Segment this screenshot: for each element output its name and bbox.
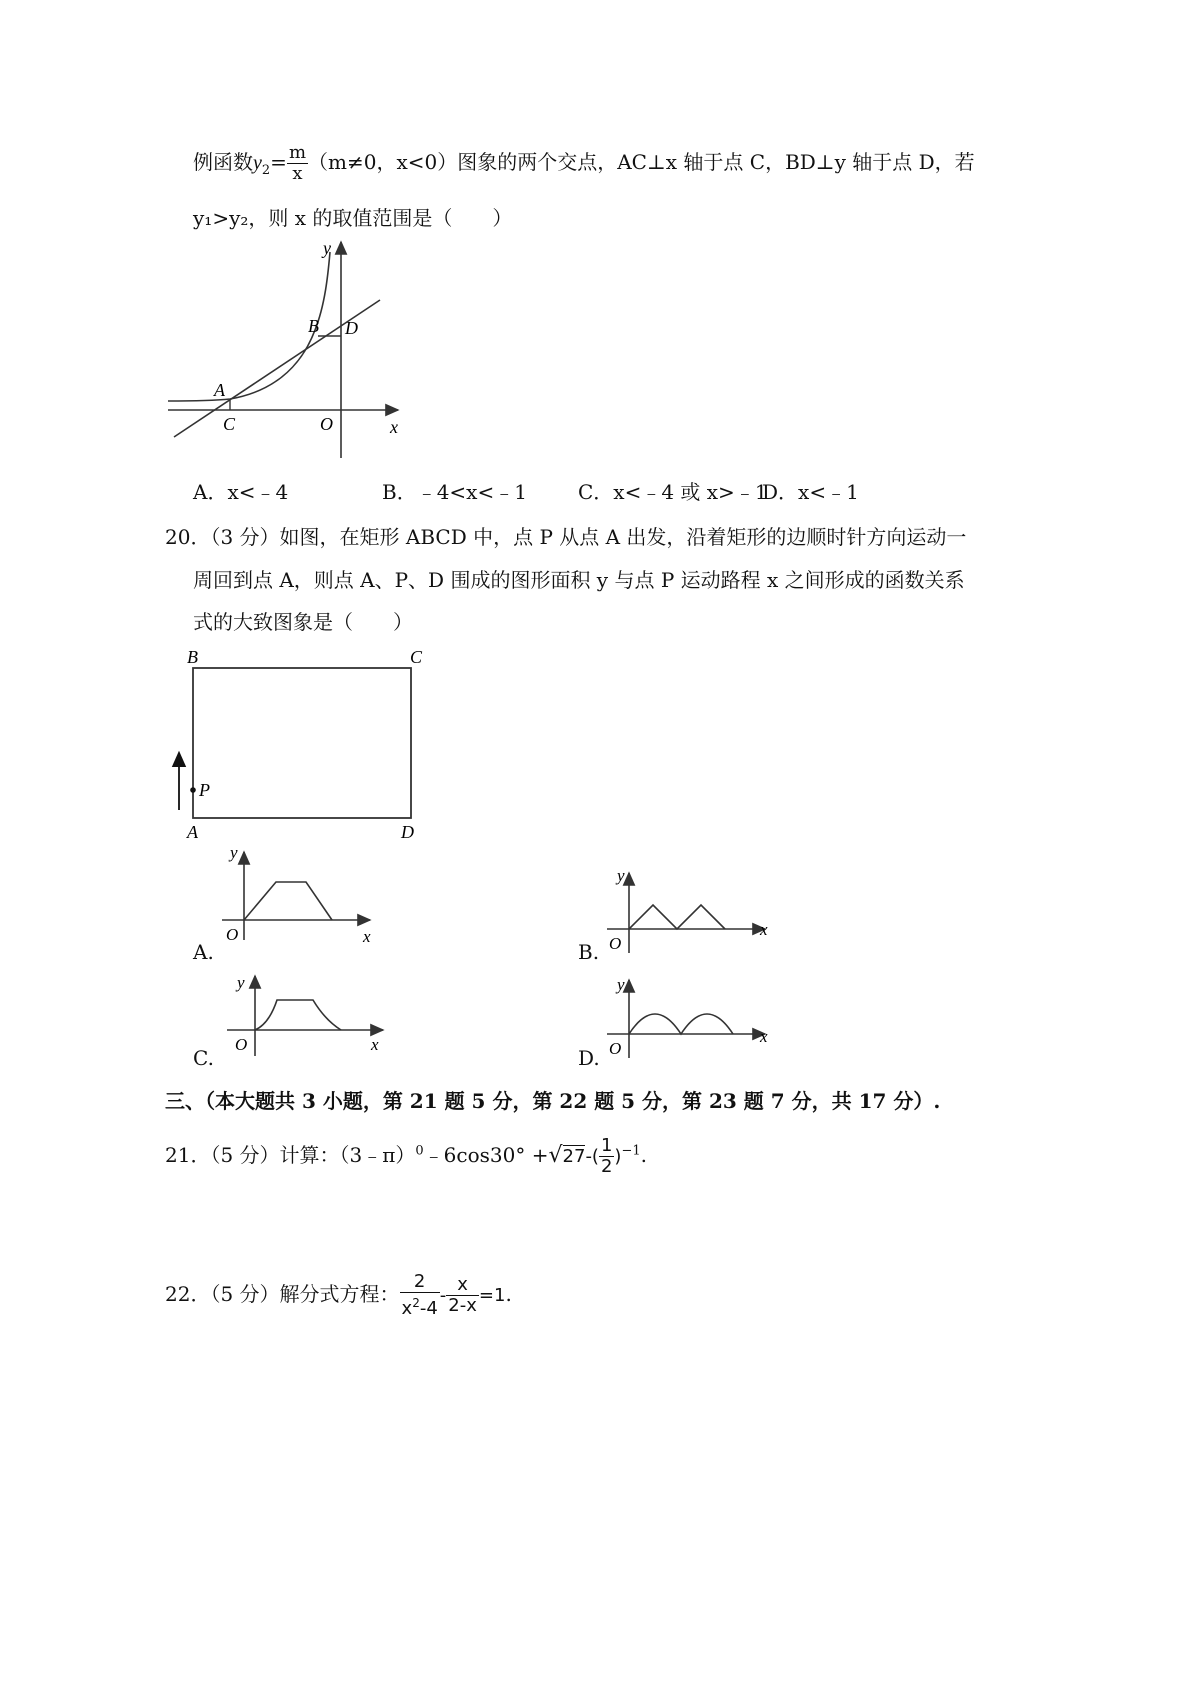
q22-f2-den: 2-x — [448, 1295, 477, 1316]
q19-option-a: A．x<﹣4 — [193, 480, 289, 504]
q20-label-b: B — [187, 647, 198, 667]
q22-f1-num: 2 — [400, 1272, 440, 1293]
q22-equation — [165, 1272, 512, 1319]
q20-rectangle — [193, 668, 411, 818]
q22-fraction-1 — [400, 1272, 440, 1319]
q19-label-c: C — [223, 414, 236, 434]
q20-point-p — [190, 787, 196, 793]
q20-a-label-o: O — [226, 925, 239, 944]
q19-line1-suffix: （m≠0，x<0）图象的两个交点，AC⊥x 轴于点 C，BD⊥y 轴于点 D，若 — [308, 150, 975, 174]
q22-f1-den — [400, 1293, 440, 1319]
q21-half-num: 1 — [600, 1135, 613, 1156]
q20-a-label-y: y — [230, 843, 238, 862]
q20-line1: 20．（3 分）如图，在矩形 ABCD 中，点 P 从点 A 出发，沿着矩形的边顺时针方向运动一 — [165, 525, 967, 549]
q21-sqrt-value: 27 — [562, 1146, 586, 1167]
q20-choice-a-label: A. — [193, 940, 214, 964]
q20-label-a: A — [187, 822, 198, 842]
q20-line3: 式的大致图象是（ ） — [193, 610, 413, 634]
q20-b-label-o: O — [609, 934, 622, 953]
q19-y2: y — [253, 152, 262, 174]
q19-line1 — [193, 143, 975, 185]
q19-label-b: B — [308, 316, 319, 336]
q20-a-label-x: x — [363, 927, 371, 946]
q21-minus-paren: -( — [585, 1146, 599, 1167]
q20-choice-b-graph — [605, 865, 785, 960]
q22-f1-den-exp: 2 — [412, 1296, 420, 1310]
q19-option-d: D．x<﹣1 — [762, 480, 859, 504]
q19-frac-den: x — [292, 163, 303, 184]
q21-cos-term: ﹣6cos30° — [423, 1143, 526, 1167]
q19-y2-sub: 2 — [261, 163, 271, 178]
q20-line2: 周回到点 A，则点 A、P、D 围成的图形面积 y 与点 P 运动路程 x 之间形成的函数关系 — [193, 568, 965, 592]
q20-choice-d-label: D. — [578, 1046, 600, 1070]
q19-fraction — [287, 143, 308, 184]
q21-expression — [165, 1136, 647, 1177]
q19-option-b: B．﹣4<x<﹣1 — [382, 480, 527, 504]
q21-plus: + — [531, 1143, 549, 1167]
q22-f2-num: x — [446, 1275, 479, 1296]
q21-exponent-neg1: −1 — [621, 1143, 641, 1159]
q19-label-y: y — [323, 238, 331, 258]
q21-half-fraction — [599, 1136, 614, 1177]
q22-f1-den-rest: -4 — [419, 1298, 438, 1319]
q21-close-paren: ) — [614, 1146, 622, 1167]
q22-f1-den-base: x — [401, 1298, 413, 1319]
q21-sqrt-icon: √ — [548, 1143, 563, 1168]
section-3-heading: 三、（本大题共 3 小题，第 21 题 5 分，第 22 题 5 分，第 23 题 7 分，共 17 分）. — [165, 1089, 941, 1113]
q20-b-label-y: y — [617, 866, 625, 885]
q22-fraction-2 — [446, 1275, 479, 1316]
q19-label-x: x — [390, 417, 398, 437]
q21-end: . — [640, 1143, 647, 1167]
q20-label-c: C — [410, 647, 423, 667]
q20-d-label-x: x — [760, 1027, 768, 1046]
q22-prefix: 22．（5 分）解分式方程： — [165, 1282, 400, 1306]
q20-rectangle-figure — [165, 640, 445, 850]
q20-choice-a-graph — [220, 840, 390, 950]
q20-choice-a-curve — [244, 882, 332, 920]
q19-label-a: A — [214, 380, 225, 400]
q20-choice-c-curve — [255, 1000, 341, 1030]
q19-graph — [160, 230, 420, 470]
q19-label-d: D — [345, 318, 358, 338]
q20-d-label-y: y — [617, 975, 625, 994]
q22-end: . — [505, 1282, 512, 1306]
q20-choice-b-label: B. — [578, 940, 600, 964]
q21-prefix: 21．（5 分）计算：（3﹣π） — [165, 1143, 416, 1167]
q22-rhs: =1 — [478, 1285, 506, 1306]
q20-choice-d-graph — [605, 972, 785, 1062]
q20-label-p: P — [199, 780, 210, 800]
q19-hyperbola — [168, 252, 330, 401]
q22-minus: - — [439, 1285, 447, 1306]
q19-label-o: O — [320, 414, 333, 434]
q20-label-d: D — [401, 822, 414, 842]
q20-choice-d-curve — [629, 1014, 733, 1034]
q19-frac-num: m — [288, 142, 307, 163]
q20-choice-c-graph — [225, 970, 400, 1060]
q21-exponent-zero: 0 — [415, 1143, 424, 1159]
q20-choice-b-curve — [629, 905, 725, 929]
q20-d-label-o: O — [609, 1039, 622, 1058]
q20-b-label-x: x — [760, 920, 768, 939]
q20-c-label-o: O — [235, 1035, 248, 1054]
q19-line1-prefix: 例函数 — [193, 150, 253, 174]
q19-option-c: C．x<﹣4 或 x>﹣1 — [578, 480, 768, 504]
q20-c-label-y: y — [237, 973, 245, 992]
q20-choice-c-label: C. — [193, 1046, 214, 1070]
q21-half-den: 2 — [600, 1156, 613, 1177]
q19-equals: = — [270, 150, 287, 174]
q20-c-label-x: x — [371, 1035, 379, 1054]
q19-line2: y₁>y₂，则 x 的取值范围是（ ） — [193, 206, 513, 230]
